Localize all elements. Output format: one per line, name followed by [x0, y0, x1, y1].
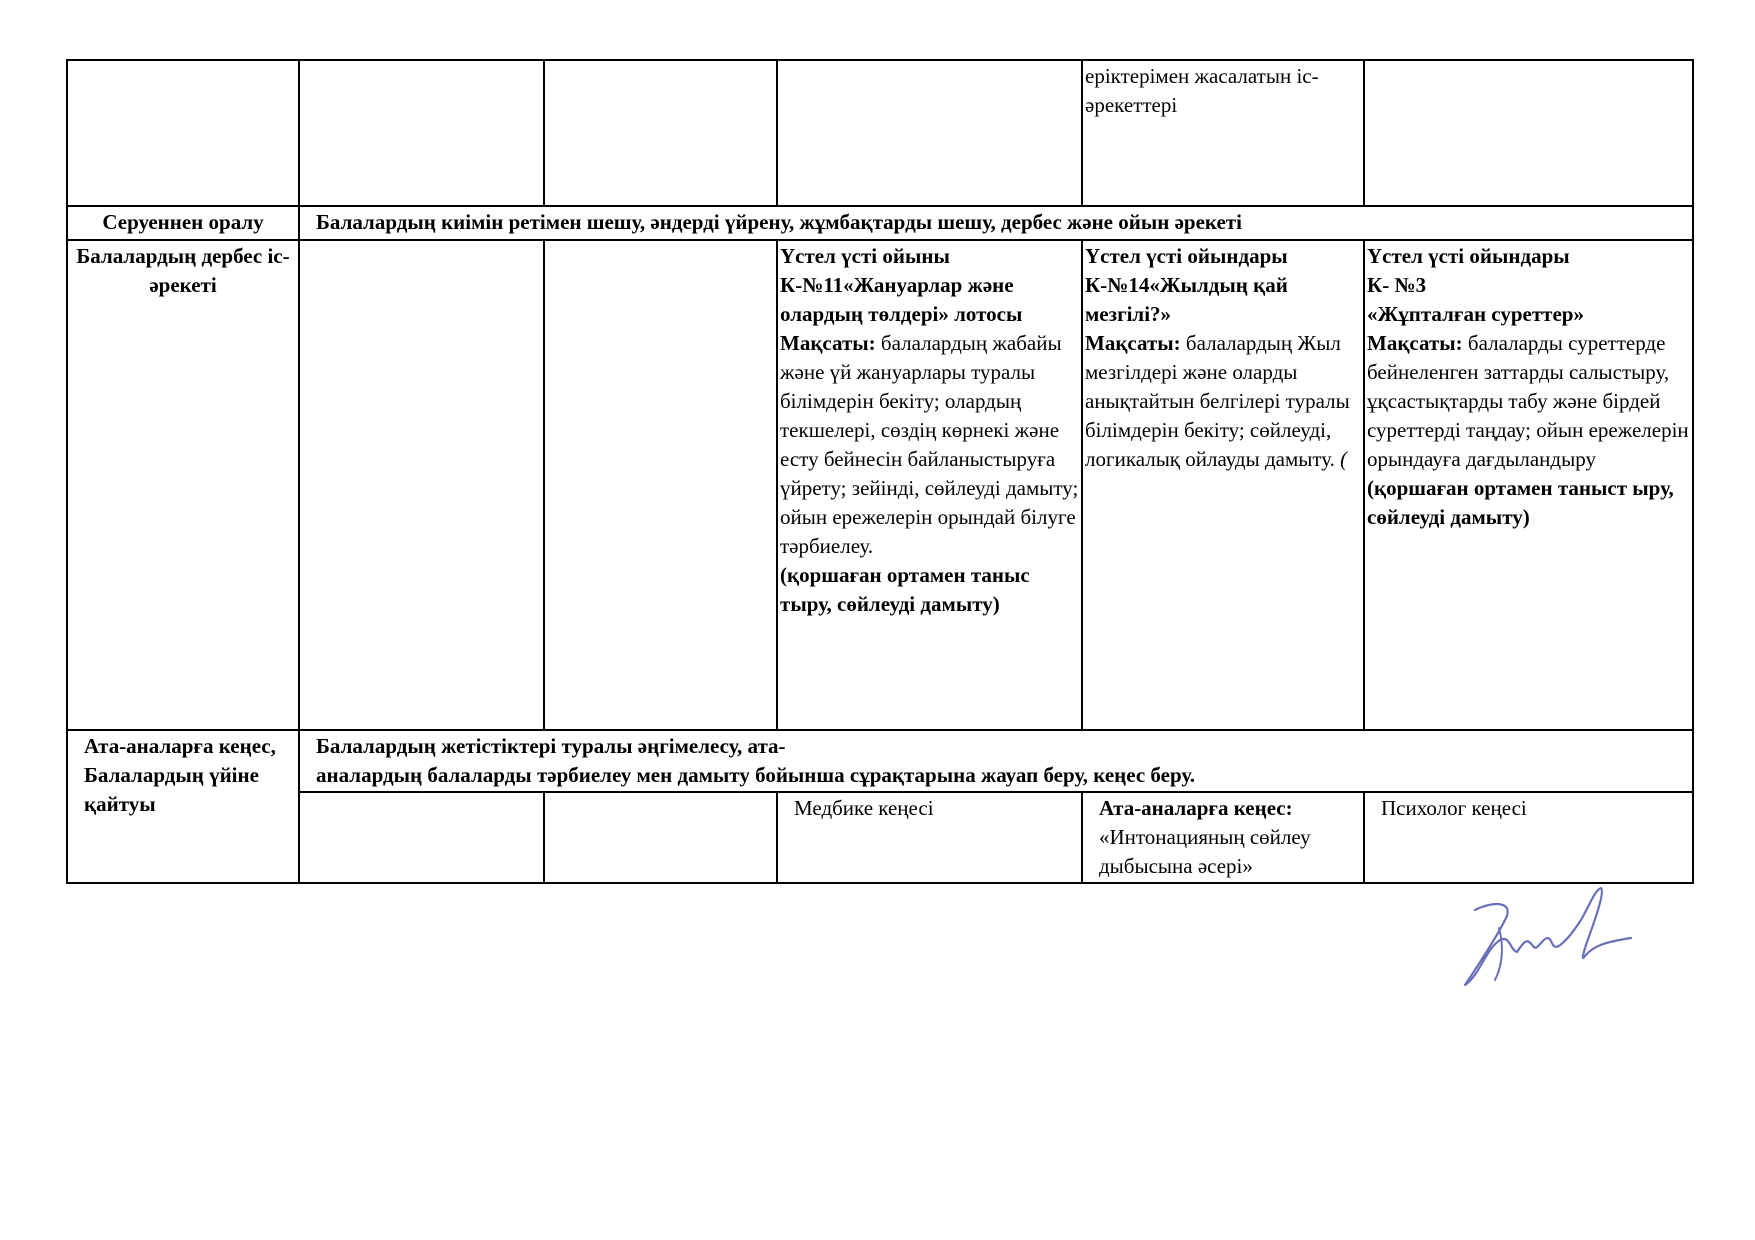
nurse-advice: Медбике кеңесі	[777, 792, 1082, 883]
cell-text: еріктерімен жасалатын іс-әрекеттері	[1085, 64, 1319, 117]
table-cell	[1364, 60, 1693, 206]
game-title: Үстел үсті ойындары	[1085, 244, 1288, 268]
table-row	[67, 240, 1693, 730]
parents-line-2: аналардың балаларды тәрбиелеу мен дамыту бойынша сұрақтарына жауап беру, кеңес беру.	[316, 763, 1196, 787]
table-row	[67, 206, 1693, 240]
table-cell	[299, 60, 544, 206]
table-cell	[67, 60, 299, 206]
row-content-parents	[299, 730, 1693, 792]
table-cell	[299, 792, 544, 883]
table-cell	[299, 240, 544, 730]
psychologist-advice: Психолог кеңесі	[1364, 792, 1693, 883]
game-name: «Жұпталған суреттер»	[1367, 302, 1584, 326]
table-cell	[544, 240, 777, 730]
signature-image	[1455, 880, 1635, 1000]
goal-text: балалардың жабайы және үй жануарлары туралы білімдерін бекіту; олардың текшелері, сөздің көрнекі және есту бейнесін байланыстыруға үйрету; зейінді, сөйлеуді дамыту; ойын ережелерін орындай білуге тәрбиелеу.	[780, 331, 1079, 558]
table-cell	[1082, 60, 1364, 206]
table-cell-game-11	[777, 240, 1082, 730]
row-label-parents: Ата-аналарға кеңес, Балалардың үйіне қайтуы	[67, 730, 299, 883]
goal-note: (қоршаған ортамен таныс тыру, сөйлеуді дамыту)	[780, 563, 1030, 616]
table-row	[67, 730, 1693, 792]
plan-table	[66, 59, 1694, 884]
table-row	[67, 60, 1693, 206]
table-cell-game-3	[1364, 240, 1693, 730]
row-label-independent-activity: Балалардың дербес іс-әрекеті	[67, 240, 299, 730]
row-content-walk-return: Балалардың киімін ретімен шешу, әндерді үйрену, жұмбақтарды шешу, дербес және ойын әрекеті	[299, 206, 1693, 240]
goal-text: балалардың Жыл мезгілдері және оларды анықтайтын белгілері туралы білімдерін бекіту; сөйлеуді, логикалық ойлауды дамыту.	[1085, 331, 1350, 471]
game-subtitle: К-№14«Жылдың қай мезгілі?»	[1085, 273, 1288, 326]
row-label-walk-return: Серуеннен оралу	[67, 206, 299, 240]
game-title: Үстел үсті ойыны	[780, 244, 950, 268]
parents-line-1: Балалардың жетістіктері туралы әңгімелесу, ата-	[316, 734, 786, 758]
goal-label: Мақсаты:	[1085, 331, 1181, 355]
goal-paren: (	[1340, 447, 1348, 471]
goal-label: Мақсаты:	[1367, 331, 1463, 355]
parents-advice-label: Ата-аналарға кеңес:	[1099, 796, 1293, 820]
game-title: Үстел үсті ойындары	[1367, 244, 1570, 268]
table-cell	[544, 792, 777, 883]
game-subtitle: К-№11«Жануарлар және олардың төлдері» лотосы	[780, 273, 1023, 326]
goal-text: балаларды суреттерде бейнеленген заттарды салыстыру, ұқсастықтарды табу және бірдей суреттерді таңдау; ойын ережелерін орындауға дағдыландыру	[1367, 331, 1689, 471]
table-cell-game-14	[1082, 240, 1364, 730]
parents-advice-text: «Интонацияның сөйлеу дыбысына әсері»	[1099, 825, 1311, 878]
table-row	[67, 792, 1693, 883]
goal-note: (қоршаған ортамен таныст ыру, сөйлеуді дамыту)	[1367, 476, 1674, 529]
parents-advice-cell	[1082, 792, 1364, 883]
goal-label: Мақсаты:	[780, 331, 876, 355]
game-subtitle: К- №3	[1367, 273, 1427, 297]
table-cell	[544, 60, 777, 206]
table-cell	[777, 60, 1082, 206]
